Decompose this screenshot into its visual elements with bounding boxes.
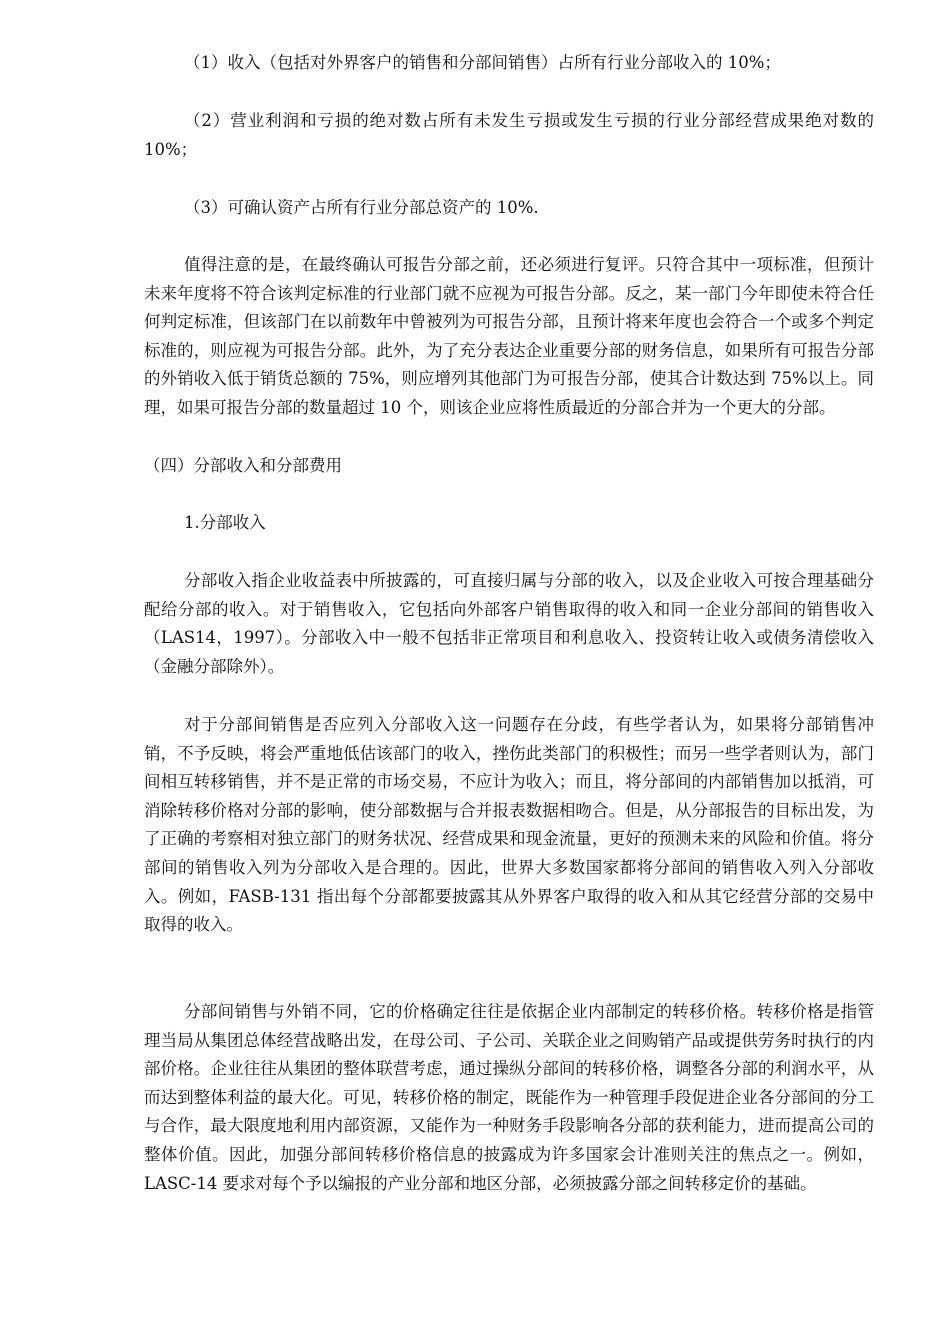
criterion-3-paragraph: （3）可确认资产占所有行业分部总资产的 10%. xyxy=(184,198,539,217)
transfer-price-paragraph: 分部间销售与外销不同，它的价格确定往往是依据企业内部制定的转移价格。转移价格是指管理当局从集团总体经营战略出发，在母公司、子公司、关联企业之间购销产品或提供劳务时执行的内部价格。企业往往从集团的整体联营考虑，通过操纵分部间的转移价格，调整各分部的利润水平，从而达到整体利益的最大化。可见，转移价格的制定，既能作为一种管理手段促进企业各分部间的分工与合作，最大限度地利用内部资源，又能作为一种财务手段影响各分部的获利能力，进而提高公司的整体价值。因此，加强分部间转移价格信息的披露成为许多国家会计准则关注的焦点之一。例如，LASC-14 要求对每个予以编报的产业分部和地区分部，必须披露分部之间转移定价的基础。 xyxy=(144,1002,874,1193)
criterion-2-paragraph: （2）营业利润和亏损的绝对数占所有未发生亏损或发生亏损的行业分部经营成果绝对数的 10%； xyxy=(144,111,874,159)
segment-revenue-definition-paragraph: 分部收入指企业收益表中所披露的，可直接归属与分部的收入，以及企业收入可按合理基础分配给分部的收入。对于销售收入，它包括向外部客户销售取得的收入和同一企业分部间的销售收入（LAS14，1997）。分部收入中一般不包括非正常项目和利息收入、投资转让收入或债务清偿收入（金融分部除外）。 xyxy=(144,571,874,676)
subsection-heading: 1.分部收入 xyxy=(184,513,266,532)
intersegment-sales-paragraph: 对于分部间销售是否应列入分部收入这一问题存在分歧，有些学者认为，如果将分部销售冲销，不予反映，将会严重地低估该部门的收入，挫伤此类部门的积极性；而另一些学者则认为，部门间相互转移销售，并不是正常的市场交易，不应计为收入；而且，将分部间的内部销售加以抵消，可消除转移价格对分部的影响，使分部数据与合并报表数据相吻合。但是，从分部报告的目标出发，为了正确的考察相对独立部门的财务状况、经营成果和现金流量，更好的预测未来的风险和价值。将分部间的销售收入列为分部收入是合理的。因此，世界大多数国家都将分部间的销售收入列入分部收入。例如，FASB-131 指出每个分部都要披露其从外界客户取得的收入和从其它经营分部的交易中取得的收入。 xyxy=(144,715,874,935)
review-note-paragraph: 值得注意的是，在最终确认可报告分部之前，还必须进行复评。只符合其中一项标准，但预计未来年度将不符合该判定标准的行业部门就不应视为可报告分部。反之，某一部门今年即使未符合任何判定标准，但该部门在以前数年中曾被列为可报告分部，且预计将来年度也会符合一个或多个判定标准的，则应视为可报告分部。此外，为了充分表达企业重要分部的财务信息，如果所有可报告分部的外销收入低于销货总额的 75%，则应增列其他部门为可报告分部，使其合计数达到 75%以上。同理，如果可报告分部的数量超过 10 个，则该企业应将性质最近的分部合并为一个更大的分部。 xyxy=(144,255,874,417)
criterion-1-paragraph: （1）收入（包括对外界客户的销售和分部间销售）占所有行业分部收入的 10%； xyxy=(184,53,781,72)
section-heading: （四）分部收入和分部费用 xyxy=(144,456,342,475)
